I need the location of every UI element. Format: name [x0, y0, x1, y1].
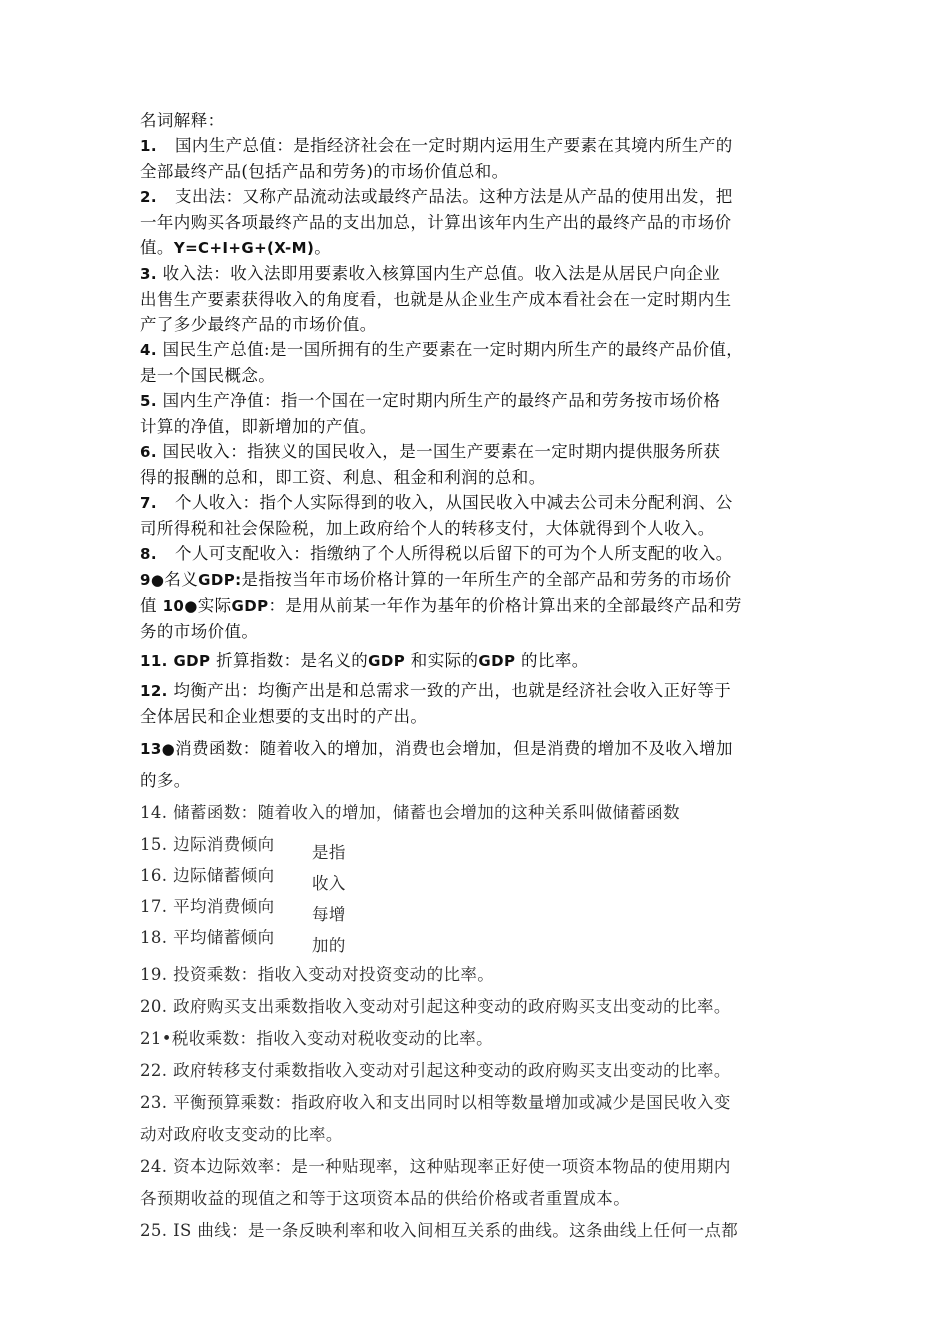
term-6: 6. 国民收入：指狭义的国民收入，是一国生产要素在一定时期内提供服务所获 — [140, 442, 721, 461]
term-12-cont: 全体居民和企业想要的支出时的产出。 — [140, 707, 428, 726]
term-20: 20. 政府购买支出乘数指收入变动对引起这种变动的政府购买支出变动的比率。 — [140, 997, 731, 1016]
term-3-cont: 产了多少最终产品的市场价值。 — [140, 315, 377, 334]
term-22: 22. 政府转移支付乘数指收入变动对引起这种变动的政府购买支出变动的比率。 — [140, 1061, 731, 1080]
term-6-cont: 得的报酬的总和，即工资、利息、租金和利润的总和。 — [140, 468, 546, 487]
term-9: 9●名义GDP:是指按当年市场价格计算的一年所生产的全部产品和劳务的市场价 — [140, 570, 732, 589]
term-15: 15. 边际消费倾向 是指 — [140, 835, 346, 862]
term-number: 8. — [140, 545, 157, 563]
term-number: 9● — [140, 571, 165, 589]
term-3-cont: 出售生产要素获得收入的角度看，也就是从企业生产成本看社会在一定时期内生 — [140, 290, 732, 309]
term-number: 2. — [140, 188, 157, 206]
term-number: 1. — [140, 137, 157, 155]
document-body — [140, 108, 812, 1247]
term-12: 12. 均衡产出：均衡产出是和总需求一致的产出，也就是经济社会收入正好等于 — [140, 681, 732, 700]
term-23-cont: 动对政府收支变动的比率。 — [140, 1125, 343, 1144]
term-17: 17. 平均消费倾向 每增 — [140, 897, 346, 924]
term-number: 6. — [140, 443, 157, 461]
term-4: 4. 国民生产总值:是一国所拥有的生产要素在一定时期内所生产的最终产品价值， — [140, 340, 744, 359]
term-23: 23. 平衡预算乘数：指政府收入和支出同时以相等数量增加或减少是国民收入变 — [140, 1093, 731, 1112]
gdp-formula: Y=C+I+G+(X-M) — [173, 239, 315, 257]
term-11: 11. GDP 折算指数：是名义的GDP 和实际的GDP 的比率。 — [140, 651, 589, 670]
term-21: 21•税收乘数：指收入变动对税收变动的比率。 — [140, 1029, 494, 1048]
term-19: 19. 投资乘数：指收入变动对投资变动的比率。 — [140, 965, 495, 984]
term-2: 2. 支出法：又称产品流动法或最终产品法。这种方法是从产品的使用出发，把 — [140, 187, 733, 206]
term-10-cont: 务的市场价值。 — [140, 622, 259, 641]
term-10: 值 10●实际GDP：是用从前某一年作为基年的价格计算出来的全部最终产品和劳 — [140, 596, 742, 615]
term-number: 5. — [140, 392, 157, 410]
term-8: 8. 个人可支配收入：指缴纳了个人所得税以后留下的可为个人所支配的收入。 — [140, 544, 733, 563]
term-number: 4. — [140, 341, 157, 359]
term-2-cont: 一年内购买各项最终产品的支出加总，计算出该年内生产出的最终产品的市场价 — [140, 213, 732, 232]
term-number: 11. — [140, 652, 168, 670]
term-24-cont: 各预期收益的现值之和等于这项资本品的供给价格或者重置成本。 — [140, 1189, 631, 1208]
term-4-cont: 是一个国民概念。 — [140, 366, 276, 385]
term-number: 13● — [140, 740, 176, 758]
term-13: 13●消费函数：随着收入的增加，消费也会增加，但是消费的增加不及收入增加 — [140, 739, 733, 758]
term-number: 12. — [140, 682, 168, 700]
section-heading: 名词解释： — [140, 111, 225, 130]
term-24: 24. 资本边际效率：是一种贴现率，这种贴现率正好使一项资本物品的使用期内 — [140, 1157, 731, 1176]
term-number: 7. — [140, 494, 157, 512]
term-7-cont: 司所得税和社会保险税，加上政府给个人的转移支付，大体就得到个人收入。 — [140, 519, 715, 538]
term-5-cont: 计算的净值，即新增加的产值。 — [140, 417, 377, 436]
term-7: 7. 个人收入：指个人实际得到的收入，从国民收入中减去公司未分配利润、公 — [140, 493, 733, 512]
term-1-cont: 全部最终产品(包括产品和劳务)的市场价值总和。 — [140, 162, 509, 181]
term-number: 3. — [140, 265, 157, 283]
term-13-cont: 的多。 — [140, 771, 191, 790]
term-5: 5. 国内生产净值：指一个国在一定时期内所生产的最终产品和劳务按市场价格 — [140, 391, 721, 410]
term-14: 14. 储蓄函数：随着收入的增加，储蓄也会增加的这种关系叫做储蓄函数 — [140, 803, 681, 822]
term-2-formula-line: 值。Y=C+I+G+(X-M)。 — [140, 238, 332, 257]
term-3: 3. 收入法：收入法即用要素收入核算国内生产总值。收入法是从居民户向企业 — [140, 264, 721, 283]
term-18: 18. 平均储蓄倾向 加的 — [140, 928, 346, 955]
term-16: 16. 边际储蓄倾向 收入 — [140, 866, 346, 893]
term-1: 1. 国内生产总值：是指经济社会在一定时期内运用生产要素在其境内所生产的 — [140, 136, 733, 155]
term-25: 25. IS 曲线：是一条反映利率和收入间相互关系的曲线。这条曲线上任何一点都 — [140, 1221, 739, 1240]
term-number: 10● — [162, 597, 198, 615]
